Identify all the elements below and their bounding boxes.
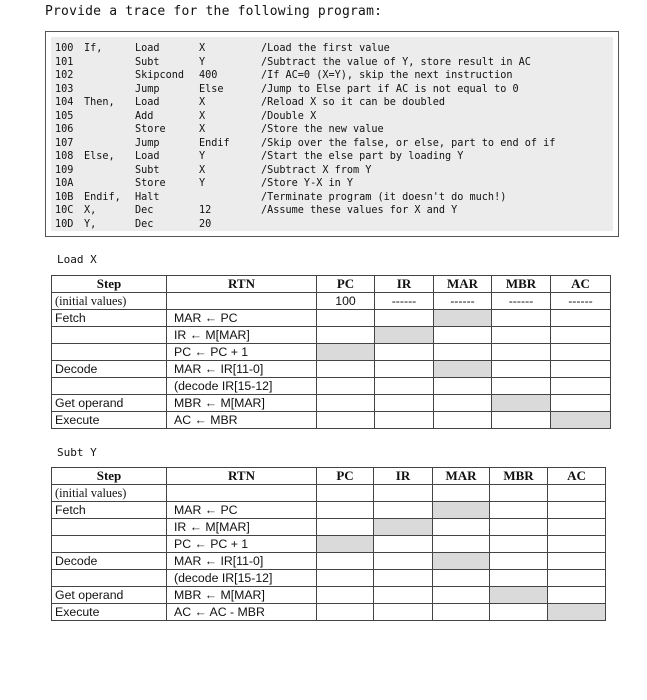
program-address: 104	[55, 97, 74, 108]
ac-cell[interactable]	[548, 587, 606, 604]
step-cell	[52, 344, 167, 361]
ir-cell[interactable]	[375, 412, 434, 429]
program-label: X,	[84, 205, 97, 216]
program-comment: /Skip over the false, or else, part to end of if	[261, 137, 556, 149]
ac-cell[interactable]	[551, 378, 611, 395]
column-header-rtn: RTN	[167, 276, 317, 293]
rtn-cell: PC ← PC + 1	[167, 344, 317, 361]
step-cell: Execute	[52, 412, 167, 429]
column-header-ac: AC	[548, 468, 606, 485]
program-operand: X	[199, 43, 206, 54]
rtn-cell	[167, 293, 317, 310]
program-comment: /Subtract X from Y	[261, 164, 372, 176]
mbr-cell[interactable]	[492, 327, 551, 344]
trace-table-subt-y	[51, 467, 606, 621]
rtn-cell: MBR ← M[MAR]	[167, 395, 317, 412]
mbr-cell[interactable]: ------	[492, 293, 551, 310]
rtn-cell: MAR ← IR[11-0]	[167, 361, 317, 378]
program-address: 108	[55, 151, 74, 162]
mbr-cell[interactable]	[490, 536, 548, 553]
program-comment: /If AC=0 (X=Y), skip the next instruction	[261, 70, 513, 81]
program-operand: 12	[199, 205, 212, 216]
ir-cell[interactable]	[374, 502, 433, 519]
step-cell	[52, 570, 167, 587]
program-opcode: Dec	[135, 205, 154, 216]
program-label: If,	[84, 43, 103, 54]
mar-cell[interactable]	[433, 604, 490, 621]
program-opcode: Load	[135, 43, 160, 54]
step-cell	[52, 536, 167, 553]
pc-cell[interactable]	[317, 502, 374, 519]
mar-cell[interactable]: ------	[434, 293, 492, 310]
program-operand: X	[199, 164, 206, 176]
program-operand: Else	[199, 83, 224, 95]
ir-cell[interactable]	[374, 536, 433, 553]
rtn-cell: MAR ← IR[11-0]	[167, 553, 317, 570]
program-operand: X	[199, 124, 206, 135]
ir-cell[interactable]	[375, 378, 434, 395]
table-row	[52, 587, 606, 604]
ac-cell[interactable]	[551, 395, 611, 412]
column-header-step: Step	[52, 276, 167, 293]
ir-cell[interactable]	[374, 570, 433, 587]
step-cell	[52, 378, 167, 395]
program-comment: /Double X	[261, 110, 317, 122]
step-cell: Decode	[52, 361, 167, 378]
ac-cell[interactable]	[548, 536, 606, 553]
mbr-cell[interactable]	[492, 412, 551, 429]
step-cell: Fetch	[52, 310, 167, 327]
ac-cell[interactable]	[548, 502, 606, 519]
program-address: 109	[55, 164, 74, 176]
rtn-cell: AC ← AC - MBR	[167, 604, 317, 621]
program-operand: Y	[199, 56, 206, 68]
column-header-mbr: MBR	[492, 276, 551, 293]
step-cell: Fetch	[52, 502, 167, 519]
column-header-step: Step	[52, 468, 167, 485]
mar-cell[interactable]	[433, 536, 490, 553]
program-comment: /Jump to Else part if AC is not equal to 0	[261, 83, 519, 95]
column-header-mar: MAR	[433, 468, 490, 485]
rtn-cell: IR ← M[MAR]	[167, 519, 317, 536]
program-operand: 20	[199, 218, 212, 230]
step-cell: Get operand	[52, 587, 167, 604]
table-row	[52, 485, 606, 502]
ir-cell[interactable]: ------	[375, 293, 434, 310]
program-address: 101	[55, 56, 74, 68]
ac-cell[interactable]	[548, 604, 606, 621]
ir-cell[interactable]	[375, 310, 434, 327]
step-cell: Execute	[52, 604, 167, 621]
mbr-cell[interactable]	[490, 570, 548, 587]
rtn-cell: PC ← PC + 1	[167, 536, 317, 553]
table-row	[52, 361, 611, 378]
program-address: 106	[55, 124, 74, 135]
section-label-subt-y: Subt Y	[57, 446, 97, 459]
pc-cell[interactable]	[317, 378, 375, 395]
program-comment: /Reload X so it can be doubled	[261, 97, 446, 108]
table-row	[52, 310, 611, 327]
page-heading: Provide a trace for the following program:	[45, 4, 383, 19]
program-operand: 400	[199, 70, 218, 81]
rtn-cell: (decode IR[15-12]	[167, 378, 317, 395]
table-row	[52, 570, 606, 587]
mar-cell[interactable]	[434, 412, 492, 429]
pc-cell[interactable]	[317, 519, 374, 536]
program-comment: /Subtract the value of Y, store result in AC	[261, 56, 531, 68]
ac-cell[interactable]	[551, 344, 611, 361]
rtn-cell: IR ← M[MAR]	[167, 327, 317, 344]
program-comment: /Load the first value	[261, 43, 390, 54]
column-header-mar: MAR	[434, 276, 492, 293]
program-address: 10A	[55, 178, 74, 189]
rtn-cell: MBR ← M[MAR]	[167, 587, 317, 604]
pc-cell[interactable]	[317, 327, 375, 344]
ac-cell[interactable]	[551, 361, 611, 378]
program-label: Y,	[84, 218, 97, 230]
mbr-cell[interactable]	[492, 361, 551, 378]
program-label: Then,	[84, 97, 115, 108]
table-row	[52, 293, 611, 310]
program-label: Else,	[84, 151, 115, 162]
table-row	[52, 378, 611, 395]
ir-cell[interactable]	[374, 604, 433, 621]
column-header-mbr: MBR	[490, 468, 548, 485]
trace-table-load-x	[51, 275, 611, 429]
pc-cell[interactable]: 100	[317, 293, 375, 310]
program-address: 10D	[55, 218, 74, 230]
pc-cell[interactable]	[317, 553, 374, 570]
mbr-cell[interactable]	[490, 587, 548, 604]
step-cell: Decode	[52, 553, 167, 570]
pc-cell[interactable]	[317, 361, 375, 378]
program-opcode: Store	[135, 178, 166, 189]
column-header-pc: PC	[317, 276, 375, 293]
program-comment: /Store the new value	[261, 124, 384, 135]
ir-cell[interactable]	[374, 519, 433, 536]
program-opcode: Jump	[135, 137, 160, 149]
mbr-cell[interactable]	[490, 485, 548, 502]
program-comment: /Start the else part by loading Y	[261, 151, 464, 162]
program-comment: /Terminate program (it doesn't do much!)	[261, 191, 507, 203]
mbr-cell[interactable]	[490, 553, 548, 570]
mar-cell[interactable]	[433, 519, 490, 536]
column-header-rtn: RTN	[167, 468, 317, 485]
mar-cell[interactable]	[434, 344, 492, 361]
pc-cell[interactable]	[317, 587, 374, 604]
table-row	[52, 553, 606, 570]
program-opcode: Load	[135, 97, 160, 108]
pc-cell[interactable]	[317, 344, 375, 361]
program-address: 10C	[55, 205, 74, 216]
ac-cell[interactable]	[548, 485, 606, 502]
mar-cell[interactable]	[433, 502, 490, 519]
step-cell	[52, 327, 167, 344]
table-row	[52, 604, 606, 621]
program-operand: X	[199, 110, 206, 122]
pc-cell[interactable]	[317, 604, 374, 621]
rtn-cell: MAR ← PC	[167, 502, 317, 519]
mar-cell[interactable]	[433, 570, 490, 587]
rtn-cell: MAR ← PC	[167, 310, 317, 327]
mbr-cell[interactable]	[492, 395, 551, 412]
ir-cell[interactable]	[374, 553, 433, 570]
ir-cell[interactable]	[375, 361, 434, 378]
pc-cell[interactable]	[317, 310, 375, 327]
ir-cell[interactable]	[374, 485, 433, 502]
program-address: 10B	[55, 191, 74, 203]
program-address: 107	[55, 137, 74, 149]
program-operand: X	[199, 97, 206, 108]
table-row	[52, 344, 611, 361]
pc-cell[interactable]	[317, 570, 374, 587]
program-opcode: Add	[135, 110, 154, 122]
mar-cell[interactable]	[433, 485, 490, 502]
section-label-load-x: Load X	[57, 253, 97, 266]
program-opcode: Subt	[135, 56, 160, 68]
table-row	[52, 502, 606, 519]
program-opcode: Dec	[135, 218, 154, 230]
table-row	[52, 519, 606, 536]
column-header-pc: PC	[317, 468, 374, 485]
table-row	[52, 536, 606, 553]
program-address: 102	[55, 70, 74, 81]
table-header-row	[52, 276, 611, 293]
program-address: 103	[55, 83, 74, 95]
step-cell: (initial values)	[52, 293, 167, 310]
table-header-row	[52, 468, 606, 485]
ir-cell[interactable]	[375, 395, 434, 412]
mar-cell[interactable]	[434, 378, 492, 395]
mar-cell[interactable]	[433, 553, 490, 570]
column-header-ir: IR	[374, 468, 433, 485]
step-cell: (initial values)	[52, 485, 167, 502]
program-address: 100	[55, 43, 74, 54]
program-opcode: Load	[135, 151, 160, 162]
table-row	[52, 412, 611, 429]
mbr-cell[interactable]	[492, 310, 551, 327]
ir-cell[interactable]	[374, 587, 433, 604]
ir-cell[interactable]	[375, 327, 434, 344]
program-address: 105	[55, 110, 74, 122]
ac-cell[interactable]	[548, 553, 606, 570]
mar-cell[interactable]	[434, 395, 492, 412]
program-listing-body	[51, 37, 613, 231]
mbr-cell[interactable]	[492, 378, 551, 395]
mbr-cell[interactable]	[490, 519, 548, 536]
program-label: Endif,	[84, 191, 121, 203]
program-operand: Y	[199, 178, 206, 189]
mar-cell[interactable]	[434, 361, 492, 378]
ir-cell[interactable]	[375, 344, 434, 361]
table-row	[52, 395, 611, 412]
pc-cell[interactable]	[317, 395, 375, 412]
rtn-cell: (decode IR[15-12]	[167, 570, 317, 587]
program-opcode: Halt	[135, 191, 160, 203]
program-opcode: Store	[135, 124, 166, 135]
ac-cell[interactable]	[551, 327, 611, 344]
rtn-cell	[167, 485, 317, 502]
mbr-cell[interactable]	[492, 344, 551, 361]
mbr-cell[interactable]	[490, 604, 548, 621]
mar-cell[interactable]	[434, 310, 492, 327]
program-opcode: Jump	[135, 83, 160, 95]
ac-cell[interactable]: ------	[551, 293, 611, 310]
program-listing	[45, 31, 619, 237]
mbr-cell[interactable]	[490, 502, 548, 519]
pc-cell[interactable]	[317, 536, 374, 553]
program-operand: Endif	[199, 137, 230, 149]
program-opcode: Skipcond	[135, 70, 185, 81]
program-comment: /Assume these values for X and Y	[261, 205, 458, 216]
pc-cell[interactable]	[317, 412, 375, 429]
table-row	[52, 327, 611, 344]
ac-cell[interactable]	[548, 570, 606, 587]
column-header-ir: IR	[375, 276, 434, 293]
rtn-cell: AC ← MBR	[167, 412, 317, 429]
mar-cell[interactable]	[433, 587, 490, 604]
column-header-ac: AC	[551, 276, 611, 293]
program-operand: Y	[199, 151, 206, 162]
program-comment: /Store Y-X in Y	[261, 178, 354, 189]
mar-cell[interactable]	[434, 327, 492, 344]
program-opcode: Subt	[135, 164, 160, 176]
ac-cell[interactable]	[548, 519, 606, 536]
step-cell: Get operand	[52, 395, 167, 412]
step-cell	[52, 519, 167, 536]
ac-cell[interactable]	[551, 310, 611, 327]
pc-cell[interactable]	[317, 485, 374, 502]
ac-cell[interactable]	[551, 412, 611, 429]
